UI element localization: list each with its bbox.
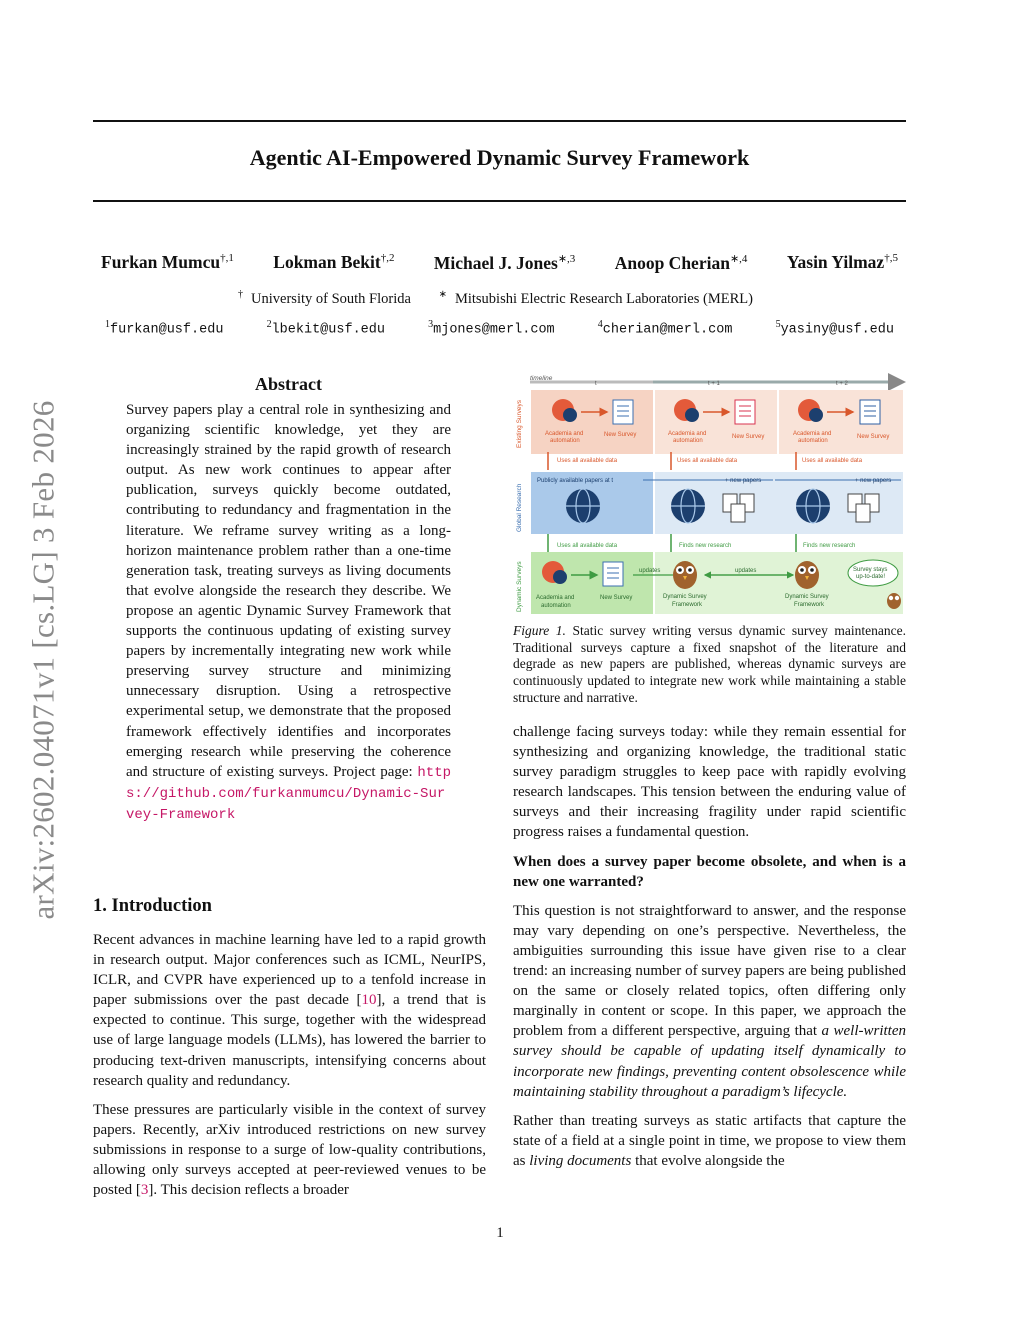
affiliations (93, 289, 906, 308)
owl-agent-icon (795, 561, 819, 589)
row-label-global: Global Research (516, 483, 523, 532)
graduation-cap-icon (563, 408, 577, 422)
research-question: When does a survey paper become obsolete, and when is a new one warranted? (513, 853, 906, 890)
timeline-tick-t1: t + 1 (708, 381, 720, 387)
email: $^3$mjones@merl.com (428, 319, 555, 338)
affiliation: † University of South Florida (238, 289, 411, 307)
graduation-cap-icon (685, 408, 699, 422)
paragraph: Recent advances in machine learning have led to a rapid growth in research output. Major conferences such as ICML, NeurIPS, ICLR, and CVPR have experienced up to a tenfold increase in paper submissions over the past decade [10], a trend that is expected to continue. This surge, together with the widespread use of large language models (LLMs), has lowered the barrier to producing text-driven manuscripts, intensifying concerns about research quality and redundancy. (93, 932, 486, 1089)
svg-text:Framework: Framework (794, 602, 825, 608)
svg-text:Academia and: Academia and (668, 431, 707, 437)
svg-text:automation: automation (541, 603, 571, 609)
paper-title: Agentic AI-Empowered Dynamic Survey Framework (249, 145, 750, 170)
author: Michael J. Jones$^{∗,3}$ (433, 252, 576, 273)
svg-text:New Survey: New Survey (604, 432, 637, 438)
document-icon (613, 400, 633, 424)
timeline-tick-t: t (595, 381, 597, 387)
svg-text:Academia and: Academia and (793, 431, 832, 437)
paragraph: These pressures are particularly visible in the context of survey papers. Recently, arXiv introduced restrictions on new survey submissions in response to a surge of low-quality contributions, allowing only surveys accepted at peer-reviewed venues to be posted [3]. This decision reflects a broader (93, 1101, 486, 1199)
svg-text:Academia and: Academia and (545, 431, 584, 437)
graduation-cap-icon (809, 408, 823, 422)
finds-new-label: Finds new research (803, 543, 856, 549)
abstract-text: Survey papers play a central role in synthesizing and organizing scientific knowledge, yet they are increasingly strained by the rapid growth of research output. As new work continues to appear after publication, surveys quickly become outdated, contributing to redundancy and fragmentation in the literature. We reframe survey writing as a long-horizon maintenance problem rather than a one-time generation task, treating surveys as living documents that evolve alongside the research they describe. We propose an agentic Dynamic Survey Framework that supports the continuous updating of existing survey papers by incrementally integrating new work while preserving survey structure and minimizing unnecessary disruption. Using a retrospective experimental setup, we demonstrate that the proposed framework effectively identifies and incorporates emerging research while preserving the coherence and structure of existing surveys. Project page: (126, 402, 451, 780)
svg-text:New Survey: New Survey (600, 595, 633, 601)
author: Yasin Yilmaz$^{\dagger,5}$ (786, 252, 898, 272)
updates-label: updates (639, 568, 661, 574)
svg-text:Dynamic Survey: Dynamic Survey (663, 594, 707, 600)
document-icon (603, 562, 623, 586)
publicly-available-label: Publicly available papers at t (537, 478, 614, 484)
svg-text:Survey stays: Survey stays (853, 567, 888, 573)
project-page-link[interactable]: https://github.com/furkanmumcu/Dynamic-Survey-Framework (126, 764, 451, 823)
author: Anoop Cherian$^{∗,4}$ (614, 252, 748, 273)
email: $^1$furkan@usf.edu (105, 319, 224, 338)
svg-text:automation: automation (550, 438, 580, 444)
right-column-text (513, 722, 906, 1180)
paragraph: This question is not straightforward to answer, and the response may vary depending on one’s perspective. Nevertheless, the ambiguities surrounding this issue have given rise to a clear trend: an increasing number of survey papers are being published on the same or closely related topics, often differing only marginally in content or scope. In this paper, we approach the problem from a different perspective, arguing that a well-written survey should be capable of updating itself dynamically to incorporate new findings, preventing content obsolescence while maintaining stability throughout a paradigm’s lifecycle. (513, 902, 906, 1100)
figure-caption: Figure 1. Static survey writing versus dynamic survey maintenance. Traditional surveys capture a fixed snapshot of the literature and degrade as new papers are published, whereas dynamic surveys are continuously updated to integrate new work while maintaining a stable structure and narrative. (513, 623, 906, 705)
uses-all-label: Uses all available data (677, 458, 738, 464)
row-label-dynamic: Dynamic Surveys (516, 561, 523, 612)
affiliation: ∗ Mitsubishi Electric Research Laboratories (MERL) (438, 289, 753, 307)
svg-text:up-to-date!: up-to-date! (856, 574, 886, 580)
finds-new-label: Finds new research (679, 543, 732, 549)
document-icon (860, 400, 880, 424)
existing-row-panel (531, 390, 653, 454)
abstract-heading: Abstract (255, 374, 322, 394)
existing-row-panel (655, 390, 777, 454)
uses-all-label: Uses all available data (557, 458, 618, 464)
existing-row-panel (779, 390, 903, 454)
svg-text:New Survey: New Survey (857, 434, 890, 440)
svg-text:Academia and: Academia and (536, 595, 575, 601)
speech-bubble (848, 560, 898, 586)
section-heading-introduction: 1. Introduction (93, 896, 212, 916)
new-papers-label: + new papers (725, 478, 762, 484)
timeline-tick-t2: t + 2 (836, 381, 848, 387)
arxiv-id-text: arXiv:2602.04071v1 [cs.LG] 3 Feb 2026 (26, 400, 61, 920)
timeline-label: timeline (530, 375, 553, 382)
uses-all-label: Uses all available data (557, 543, 618, 549)
title-rule-top (93, 120, 906, 122)
graduation-cap-icon (553, 570, 567, 584)
abstract-body (126, 400, 451, 825)
email: $^2$lbekit@usf.edu (266, 319, 385, 338)
document-icon (735, 400, 755, 424)
email-list (93, 319, 906, 338)
row-label-existing: Existing Surveys (516, 399, 523, 448)
author: Furkan Mumcu$^{\dagger,1}$ (101, 252, 234, 272)
email: $^5$yasiny@usf.edu (775, 319, 894, 338)
arxiv-identifier-stamp (24, 380, 64, 940)
email: $^4$cherian@merl.com (597, 319, 733, 338)
title-rule-bottom (93, 200, 906, 202)
author: Lokman Bekit$^{\dagger,2}$ (273, 252, 395, 272)
left-column-text (93, 930, 486, 1209)
page-number: 1 (496, 1225, 504, 1241)
figure-label: Figure 1. (513, 623, 566, 638)
svg-text:automation: automation (798, 438, 828, 444)
uses-all-label: Uses all available data (802, 458, 863, 464)
citation-link[interactable]: 3 (140, 1182, 149, 1199)
svg-text:Framework: Framework (672, 602, 703, 608)
citation-link[interactable]: 10 (361, 992, 377, 1009)
updates-label: updates (735, 568, 757, 574)
figure-1 (513, 372, 906, 616)
svg-text:Dynamic Survey: Dynamic Survey (785, 594, 829, 600)
svg-text:automation: automation (673, 438, 703, 444)
paragraph: challenge facing surveys today: while they remain essential for synthesizing and organizing knowledge, the traditional static survey paradigm struggles to keep pace with rapidly evolving research landscapes. This tension between the enduring value of surveys and their increasing fragility under rapid scientific progress raises a fundamental question. (513, 724, 906, 841)
figure-1-diagram (513, 372, 906, 616)
svg-text:New Survey: New Survey (732, 434, 765, 440)
paragraph: Rather than treating surveys as static artifacts that capture the state of a field at a single point in time, we propose to view them as living documents that evolve alongside the (513, 1112, 906, 1169)
author-list (93, 252, 906, 274)
owl-mascot-icon (887, 593, 901, 609)
new-papers-label: + new papers (855, 478, 892, 484)
owl-agent-icon (673, 561, 697, 589)
